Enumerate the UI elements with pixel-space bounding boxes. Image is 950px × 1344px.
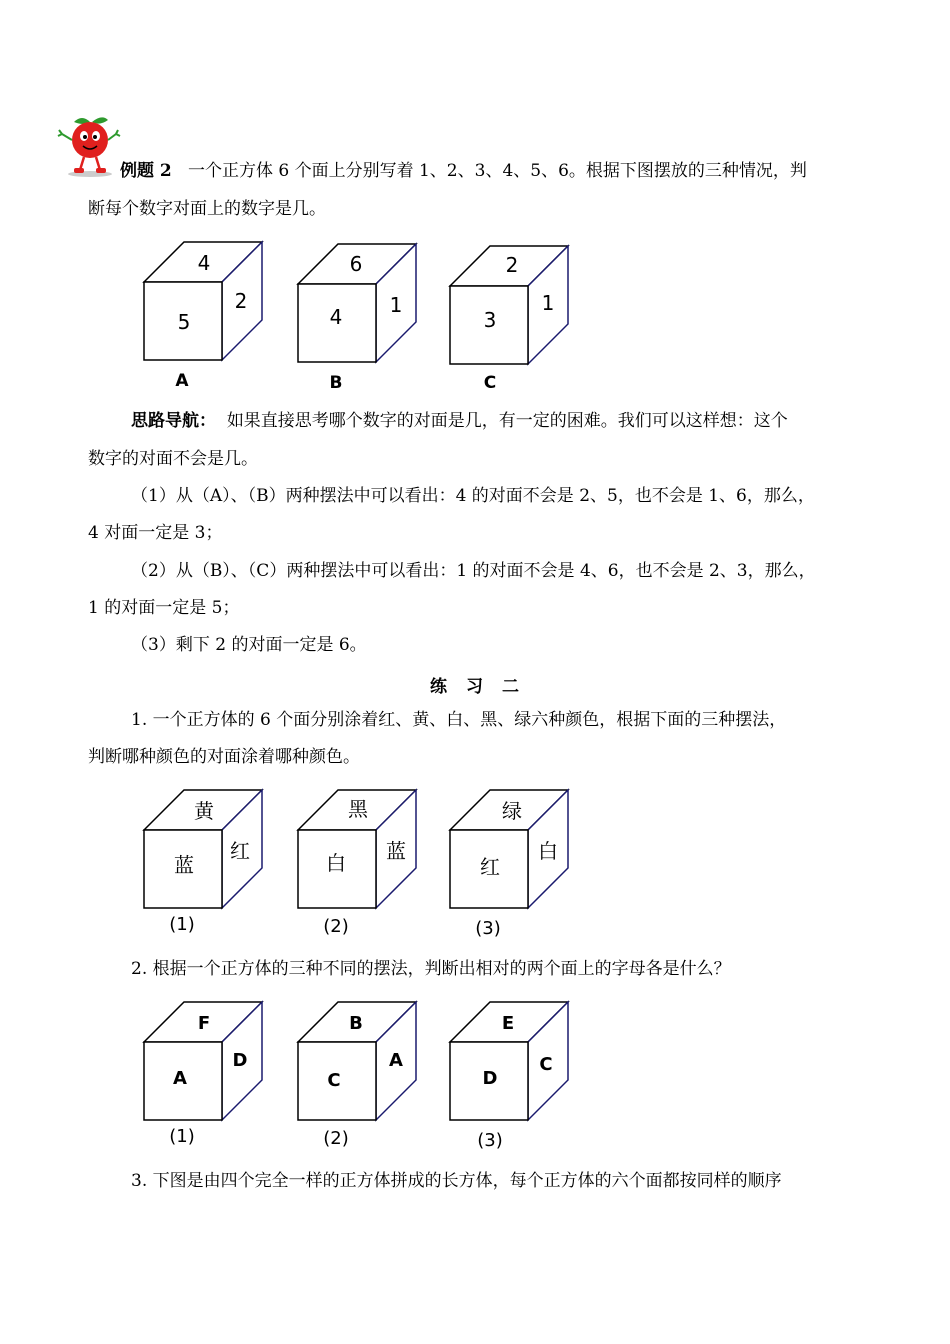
cube-c-label: C (483, 373, 497, 393)
q1-cube-3 (450, 790, 568, 939)
q2-cube-2 (298, 1002, 416, 1149)
example-text-1: 一个正方体 6 个面上分别写着 1、2、3、4、5、6。根据下图摆放的三种情况，判 (187, 161, 807, 181)
cube-b (298, 244, 416, 393)
q1-cube-2 (298, 790, 416, 937)
q1-cube-1-front: 蓝 (174, 853, 194, 877)
cube-c-top: 2 (505, 253, 519, 277)
q2-cube-3-side: C (539, 1054, 553, 1075)
cube-c-side: 1 (541, 291, 555, 315)
cube-c-front: 3 (483, 308, 497, 332)
q1-cube-2-side: 蓝 (386, 839, 406, 863)
practice-title: 练 习 二 (430, 677, 520, 697)
q1-line-2: 判断哪种颜色的对面涂着哪种颜色。 (88, 747, 360, 767)
example-text-2: 断每个数字对面上的数字是几。 (88, 199, 326, 219)
step1-line-1: （1）从（A）、（B）两种摆法中可以看出：4 的对面不会是 2、5，也不会是 1、6，那么， (131, 486, 815, 506)
example-line-1 (120, 160, 807, 182)
q3-line: 3. 下图是由四个完全一样的正方体拼成的长方体，每个正方体的六个面都按同样的顺序 (131, 1171, 782, 1191)
cube-figure-q2 (130, 998, 590, 1154)
q2-cube-3-top: E (501, 1013, 515, 1034)
cube-figure-q1 (130, 786, 590, 942)
cube-b-side: 1 (389, 293, 403, 317)
q1-cube-3-front: 红 (480, 855, 500, 879)
step2-line-2: 1 的对面一定是 5； (88, 598, 240, 618)
cube-figure-example (130, 238, 590, 394)
q1-cube-1-label: (1) (169, 914, 195, 935)
q1-cube-1-side: 红 (230, 839, 250, 863)
thinking-text-1: 如果直接思考哪个数字的对面是几，有一定的困难。我们可以这样想：这个 (226, 411, 788, 431)
q2-line: 2. 根据一个正方体的三种不同的摆法，判断出相对的两个面上的字母各是什么？ (131, 959, 731, 979)
q1-cube-2-top: 黑 (348, 797, 368, 821)
q1-cube-1-top: 黄 (194, 799, 214, 823)
cube-b-front: 4 (329, 305, 343, 329)
q1-cube-1 (144, 790, 262, 935)
cube-b-top: 6 (349, 252, 363, 276)
cube-a-top: 4 (197, 251, 211, 275)
step3-line: （3）剩下 2 的对面一定是 6。 (131, 635, 367, 655)
thinking-text-2: 数字的对面不会是几。 (88, 449, 258, 469)
q2-cube-2-label: (2) (323, 1128, 349, 1149)
cube-a-side: 2 (234, 289, 248, 313)
q2-cube-3-front: D (482, 1068, 498, 1089)
q2-cube-1 (144, 1002, 262, 1147)
thinking-line-1 (131, 410, 788, 432)
q2-cube-1-front: A (173, 1068, 187, 1089)
cube-a (144, 242, 262, 391)
q2-cube-1-label: (1) (169, 1126, 195, 1147)
q1-cube-2-front: 白 (326, 851, 346, 875)
q2-cube-3 (450, 1002, 568, 1151)
q2-cube-2-front: C (327, 1070, 341, 1091)
cube-a-front: 5 (177, 310, 191, 334)
q1-cube-2-label: (2) (323, 916, 349, 937)
cube-c (450, 246, 568, 393)
q1-cube-3-label: (3) (475, 918, 501, 939)
q1-line-1: 1. 一个正方体的 6 个面分别涂着红、黄、白、黑、绿六种颜色，根据下面的三种摆法， (131, 710, 787, 730)
q1-cube-3-side: 白 (538, 839, 558, 863)
apple-mascot-icon (54, 112, 124, 180)
q1-cube-3-top: 绿 (502, 799, 522, 823)
step2-line-1: （2）从（B）、（C）两种摆法中可以看出：1 的对面不会是 4、6，也不会是 2、3，那么， (131, 561, 816, 581)
q2-cube-2-top: B (349, 1013, 363, 1034)
q2-cube-1-top: F (197, 1013, 211, 1034)
example-label: 例题 2 (120, 161, 172, 181)
thinking-label: 思路导航： (131, 411, 216, 431)
cube-b-label: B (329, 373, 343, 393)
q2-cube-1-side: D (232, 1050, 248, 1071)
cube-a-label: A (175, 371, 189, 391)
q2-cube-3-label: (3) (477, 1130, 503, 1151)
step1-line-2: 4 对面一定是 3； (88, 523, 223, 543)
q2-cube-2-side: A (389, 1050, 403, 1071)
